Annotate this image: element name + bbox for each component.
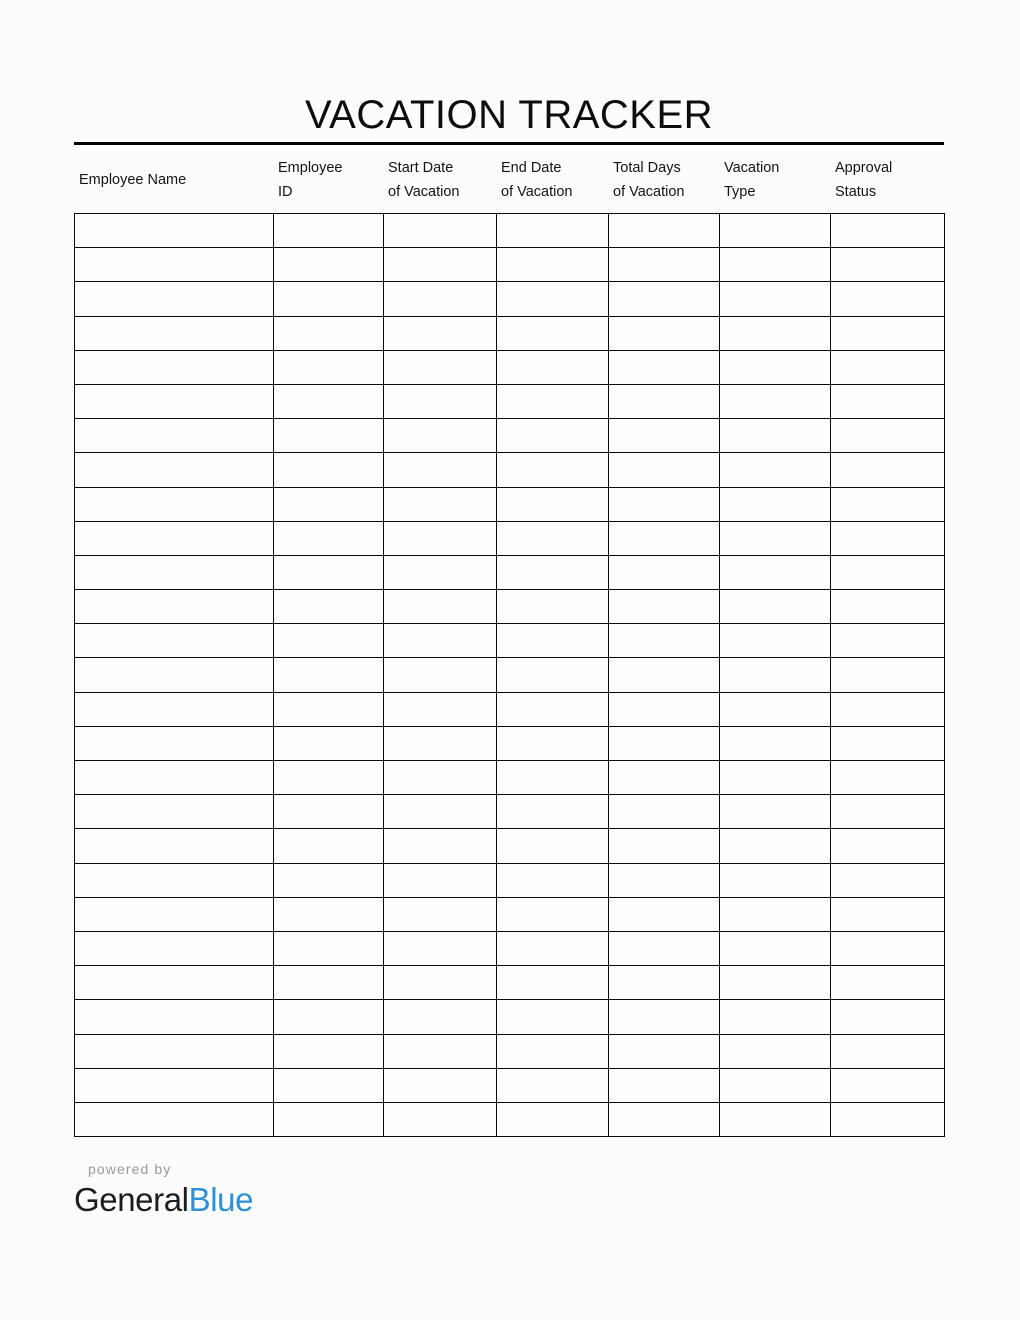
table-cell[interactable]	[274, 555, 384, 589]
table-cell[interactable]	[75, 316, 274, 350]
table-cell[interactable]	[497, 282, 609, 316]
table-row	[75, 316, 945, 350]
table-cell[interactable]	[720, 282, 831, 316]
generalblue-wordmark	[74, 1180, 374, 1220]
table-cell[interactable]	[609, 863, 720, 897]
table-cell[interactable]	[274, 590, 384, 624]
table-cell[interactable]	[831, 282, 945, 316]
table-cell[interactable]	[831, 521, 945, 555]
table-row	[75, 521, 945, 555]
table-body	[75, 214, 945, 1137]
table-cell[interactable]	[75, 692, 274, 726]
table-row	[75, 1000, 945, 1034]
table-cell[interactable]	[274, 316, 384, 350]
table-cell[interactable]	[75, 521, 274, 555]
column-header-approval-status	[830, 146, 944, 213]
table-cell[interactable]	[609, 350, 720, 384]
table-cell[interactable]	[497, 214, 609, 248]
table-cell[interactable]	[609, 897, 720, 931]
table-cell[interactable]	[75, 897, 274, 931]
table-cell[interactable]	[720, 897, 831, 931]
table-cell[interactable]	[831, 384, 945, 418]
table-cell[interactable]	[75, 453, 274, 487]
table-cell[interactable]	[274, 897, 384, 931]
table-cell[interactable]	[384, 282, 497, 316]
column-header-line1: End Date	[501, 159, 562, 176]
table-cell[interactable]	[720, 521, 831, 555]
table-row	[75, 453, 945, 487]
table-cell[interactable]	[75, 761, 274, 795]
table-cell[interactable]	[497, 966, 609, 1000]
table-cell[interactable]	[274, 966, 384, 1000]
column-header-line2: Status	[835, 183, 877, 200]
table-cell[interactable]	[75, 1068, 274, 1102]
table-cell[interactable]	[497, 384, 609, 418]
table-cell[interactable]	[75, 384, 274, 418]
table-row	[75, 1034, 945, 1068]
table-cell[interactable]	[75, 795, 274, 829]
table-cell[interactable]	[75, 966, 274, 1000]
table-cell[interactable]	[609, 521, 720, 555]
table-cell[interactable]	[831, 316, 945, 350]
table-cell[interactable]	[384, 316, 497, 350]
table-row	[75, 1068, 945, 1102]
table-cell[interactable]	[609, 658, 720, 692]
table-cell[interactable]	[609, 590, 720, 624]
table-cell[interactable]	[720, 931, 831, 965]
column-header-vacation-type	[719, 146, 830, 213]
column-header-total-days-of-vacation	[608, 146, 719, 213]
table-cell[interactable]	[75, 829, 274, 863]
table-cell[interactable]	[831, 590, 945, 624]
table-cell[interactable]	[384, 795, 497, 829]
table-cell[interactable]	[75, 350, 274, 384]
table-cell[interactable]	[831, 624, 945, 658]
table-row	[75, 282, 945, 316]
column-header-end-date-of-vacation	[496, 146, 608, 213]
table-cell[interactable]	[384, 1000, 497, 1034]
table-cell[interactable]	[274, 1034, 384, 1068]
table-cell[interactable]	[384, 214, 497, 248]
table-cell[interactable]	[274, 829, 384, 863]
table-row	[75, 761, 945, 795]
table-cell[interactable]	[497, 487, 609, 521]
table-cell[interactable]	[497, 692, 609, 726]
table-cell[interactable]	[609, 1068, 720, 1102]
table-cell[interactable]	[720, 1068, 831, 1102]
table-cell[interactable]	[720, 658, 831, 692]
table-cell[interactable]	[274, 1000, 384, 1034]
table-cell[interactable]	[497, 761, 609, 795]
table-cell[interactable]	[384, 487, 497, 521]
table-cell[interactable]	[720, 726, 831, 760]
table-cell[interactable]	[75, 555, 274, 589]
table-cell[interactable]	[384, 829, 497, 863]
table-cell[interactable]	[720, 350, 831, 384]
table-cell[interactable]	[274, 624, 384, 658]
table-cell[interactable]	[274, 692, 384, 726]
column-header-line2: of Vacation	[388, 183, 460, 200]
table-cell[interactable]	[75, 1034, 274, 1068]
table-cell[interactable]	[497, 419, 609, 453]
table-cell[interactable]	[384, 1068, 497, 1102]
table-row	[75, 897, 945, 931]
table-cell[interactable]	[384, 897, 497, 931]
table-cell[interactable]	[75, 487, 274, 521]
table-cell[interactable]	[831, 487, 945, 521]
table-cell[interactable]	[497, 1034, 609, 1068]
table-cell[interactable]	[75, 590, 274, 624]
column-header-line2: Type	[724, 183, 756, 200]
table-cell[interactable]	[609, 214, 720, 248]
table-cell[interactable]	[75, 1102, 274, 1136]
table-cell[interactable]	[609, 384, 720, 418]
table-cell[interactable]	[497, 521, 609, 555]
table-cell[interactable]	[497, 795, 609, 829]
table-cell[interactable]	[609, 829, 720, 863]
table-cell[interactable]	[274, 1068, 384, 1102]
table-cell[interactable]	[497, 1068, 609, 1102]
table-row	[75, 931, 945, 965]
table-cell[interactable]	[274, 658, 384, 692]
table-cell[interactable]	[497, 897, 609, 931]
table-cell[interactable]	[609, 761, 720, 795]
table-cell[interactable]	[720, 692, 831, 726]
column-header-start-date-of-vacation	[383, 146, 496, 213]
table-cell[interactable]	[831, 1068, 945, 1102]
column-header-line1: Employee	[278, 159, 343, 176]
table-cell[interactable]	[831, 1000, 945, 1034]
table-cell[interactable]	[384, 658, 497, 692]
table-cell[interactable]	[831, 248, 945, 282]
footer-logo	[74, 1160, 374, 1220]
column-header-employee-id	[273, 146, 383, 213]
table-cell[interactable]	[831, 931, 945, 965]
table-cell[interactable]	[720, 1034, 831, 1068]
table-cell[interactable]	[497, 316, 609, 350]
table-row	[75, 829, 945, 863]
table-cell[interactable]	[609, 453, 720, 487]
table-cell[interactable]	[609, 316, 720, 350]
table-cell[interactable]	[274, 384, 384, 418]
column-header-line2: ID	[278, 183, 293, 200]
table-cell[interactable]	[720, 214, 831, 248]
page-title: VACATION TRACKER	[304, 93, 714, 137]
table-cell[interactable]	[609, 1034, 720, 1068]
table-cell[interactable]	[609, 1102, 720, 1136]
table-cell[interactable]	[497, 555, 609, 589]
table-cell[interactable]	[497, 658, 609, 692]
table-cell[interactable]	[384, 1034, 497, 1068]
table-cell[interactable]	[720, 419, 831, 453]
table-cell[interactable]	[384, 966, 497, 1000]
table-row	[75, 590, 945, 624]
table-cell[interactable]	[497, 931, 609, 965]
table-cell[interactable]	[274, 795, 384, 829]
table-cell[interactable]	[831, 795, 945, 829]
table-cell[interactable]	[609, 1000, 720, 1034]
brand-name-general: General	[74, 1181, 189, 1218]
table-cell[interactable]	[384, 761, 497, 795]
table-cell[interactable]	[720, 966, 831, 1000]
table-cell[interactable]	[384, 590, 497, 624]
table-cell[interactable]	[75, 1000, 274, 1034]
table-cell[interactable]	[274, 214, 384, 248]
table-row	[75, 658, 945, 692]
table-cell[interactable]	[720, 487, 831, 521]
table-cell[interactable]	[75, 658, 274, 692]
table-cell[interactable]	[384, 692, 497, 726]
column-header-line1: Employee Name	[79, 171, 187, 188]
table-row	[75, 350, 945, 384]
table-cell[interactable]	[497, 1102, 609, 1136]
table-cell[interactable]	[831, 761, 945, 795]
table-cell[interactable]	[497, 590, 609, 624]
table-row	[75, 419, 945, 453]
table-cell[interactable]	[274, 1102, 384, 1136]
table-cell[interactable]	[609, 282, 720, 316]
table-cell[interactable]	[831, 726, 945, 760]
table-cell[interactable]	[274, 453, 384, 487]
table-cell[interactable]	[497, 453, 609, 487]
table-cell[interactable]	[609, 726, 720, 760]
table-row	[75, 214, 945, 248]
powered-by-label: powered by	[88, 1161, 172, 1177]
table-cell[interactable]	[831, 829, 945, 863]
vacation-entries-table	[74, 213, 945, 1137]
table-cell[interactable]	[497, 1000, 609, 1034]
table-cell[interactable]	[75, 282, 274, 316]
table-cell[interactable]	[831, 1102, 945, 1136]
table-row	[75, 795, 945, 829]
column-header-employee-name	[74, 146, 273, 213]
table-cell[interactable]	[497, 248, 609, 282]
table-cell[interactable]	[384, 863, 497, 897]
table-cell[interactable]	[384, 350, 497, 384]
table-cell[interactable]	[831, 214, 945, 248]
table-cell[interactable]	[831, 658, 945, 692]
table-row	[75, 863, 945, 897]
table-row	[75, 726, 945, 760]
table-cell[interactable]	[720, 555, 831, 589]
table-cell[interactable]	[274, 419, 384, 453]
table-cell[interactable]	[831, 1034, 945, 1068]
table-cell[interactable]	[720, 761, 831, 795]
table-row	[75, 1102, 945, 1136]
table-cell[interactable]	[384, 419, 497, 453]
table-cell[interactable]	[831, 863, 945, 897]
table-row	[75, 624, 945, 658]
table-cell[interactable]	[274, 282, 384, 316]
column-header-line1: Total Days	[613, 159, 681, 176]
table-cell[interactable]	[75, 863, 274, 897]
table-cell[interactable]	[384, 726, 497, 760]
table-cell[interactable]	[384, 1102, 497, 1136]
table-cell[interactable]	[720, 248, 831, 282]
table-cell[interactable]	[274, 248, 384, 282]
table-cell[interactable]	[384, 521, 497, 555]
table-cell[interactable]	[609, 931, 720, 965]
table-cell[interactable]	[384, 624, 497, 658]
table-cell[interactable]	[831, 555, 945, 589]
table-cell[interactable]	[497, 829, 609, 863]
table-row	[75, 692, 945, 726]
table-cell[interactable]	[274, 761, 384, 795]
table-cell[interactable]	[274, 350, 384, 384]
table-cell[interactable]	[75, 214, 274, 248]
table-row	[75, 384, 945, 418]
table-cell[interactable]	[720, 453, 831, 487]
table-cell[interactable]	[384, 248, 497, 282]
table-cell[interactable]	[274, 863, 384, 897]
table-cell[interactable]	[609, 966, 720, 1000]
table-row	[75, 555, 945, 589]
brand-name-blue: Blue	[188, 1181, 254, 1218]
table-row	[75, 248, 945, 282]
table-cell[interactable]	[720, 795, 831, 829]
table-cell[interactable]	[75, 931, 274, 965]
table-cell[interactable]	[274, 931, 384, 965]
column-header-line2: of Vacation	[613, 183, 685, 200]
table-cell[interactable]	[609, 555, 720, 589]
table-cell[interactable]	[720, 316, 831, 350]
table-cell[interactable]	[831, 419, 945, 453]
table-cell[interactable]	[497, 624, 609, 658]
table-cell[interactable]	[720, 384, 831, 418]
table-cell[interactable]	[609, 624, 720, 658]
column-header-line1: Vacation	[724, 159, 780, 176]
table-cell[interactable]	[384, 384, 497, 418]
page-title-container	[74, 92, 944, 138]
table-cell[interactable]	[831, 692, 945, 726]
table-cell[interactable]	[75, 419, 274, 453]
table-cell[interactable]	[609, 248, 720, 282]
column-header-line1: Approval	[835, 159, 893, 176]
column-header-line2: of Vacation	[501, 183, 573, 200]
column-header-line1: Start Date	[388, 159, 454, 176]
table-cell[interactable]	[384, 555, 497, 589]
table-cell[interactable]	[274, 487, 384, 521]
table-cell[interactable]	[831, 350, 945, 384]
table-cell[interactable]	[75, 624, 274, 658]
table-cell[interactable]	[384, 931, 497, 965]
table-cell[interactable]	[720, 1102, 831, 1136]
table-cell[interactable]	[609, 692, 720, 726]
table-cell[interactable]	[720, 829, 831, 863]
table-row	[75, 487, 945, 521]
table-cell[interactable]	[831, 453, 945, 487]
table-cell[interactable]	[497, 863, 609, 897]
table-cell[interactable]	[720, 590, 831, 624]
table-cell[interactable]	[274, 726, 384, 760]
table-cell[interactable]	[720, 1000, 831, 1034]
table-cell[interactable]	[609, 795, 720, 829]
table-row	[75, 966, 945, 1000]
table-header-row	[74, 146, 944, 213]
table-cell[interactable]	[497, 726, 609, 760]
table-cell[interactable]	[384, 453, 497, 487]
table-cell[interactable]	[831, 897, 945, 931]
title-divider	[74, 142, 944, 145]
table-cell[interactable]	[609, 419, 720, 453]
table-cell[interactable]	[609, 487, 720, 521]
table-cell[interactable]	[497, 350, 609, 384]
table-cell[interactable]	[75, 248, 274, 282]
table-cell[interactable]	[75, 726, 274, 760]
table-cell[interactable]	[720, 624, 831, 658]
table-cell[interactable]	[831, 966, 945, 1000]
table-cell[interactable]	[720, 863, 831, 897]
table-cell[interactable]	[274, 521, 384, 555]
